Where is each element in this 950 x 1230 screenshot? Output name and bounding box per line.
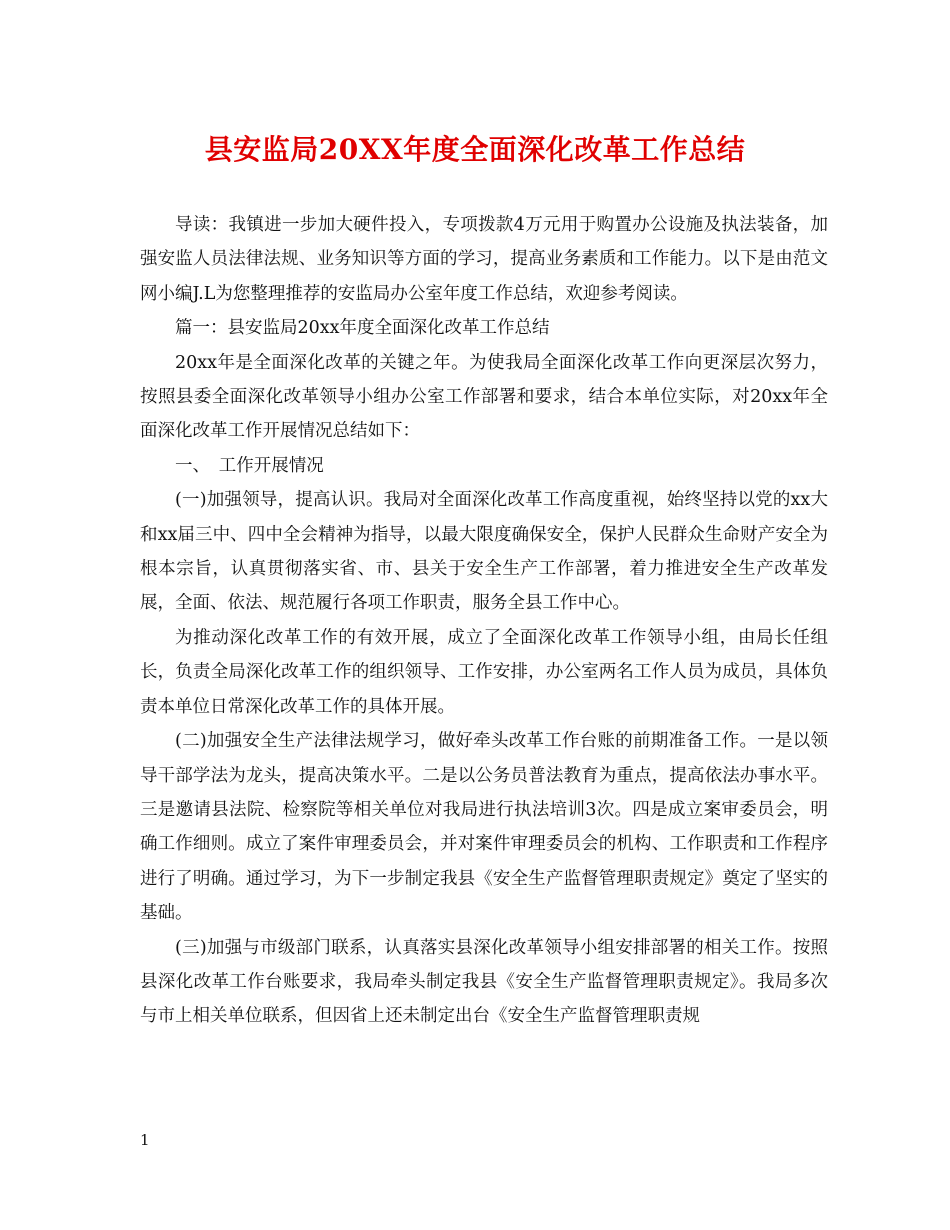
body-paragraph: (一)加强领导，提高认识。我局对全面深化改革工作高度重视，始终坚持以党的xx大和xx届三中、四中全会精神为指导，以最大限度确保安全，保护人民群众生命财产安全为根本宗旨，认真贯彻落实省、市、县关于安全生产工作部署，着力推进安全生产改革发展，全面、依法、规范履行各项工作职责，服务全县工作中心。 [140, 490, 828, 614]
document-body [140, 208, 828, 1034]
subsection-heading: 一、 工作开展情况 [175, 455, 324, 476]
body-paragraph: (二)加强安全生产法律法规学习，做好牵头改革工作台账的前期准备工作。一是以领导干部学法为龙头，提高决策水平。二是以公务员普法教育为重点，提高依法办事水平。三是邀请县法院、检察院等相关单位对我局进行执法培训3次。四是成立案审委员会，明确工作细则。成立了案件审理委员会，并对案件审理委员会的机构、工作职责和工作程序进行了明确。通过学习，为下一步制定我县《安全生产监督管理职责规定》奠定了坚实的基础。 [140, 731, 828, 924]
intro-paragraph: 导读：我镇进一步加大硬件投入，专项拨款4万元用于购置办公设施及执法装备，加强安监人员法律法规、业务知识等方面的学习，提高业务素质和工作能力。以下是由范文网小编J.L为您整理推荐的安监局办公室年度工作总结，欢迎参考阅读。 [140, 215, 828, 304]
document-title: 县安监局20XX年度全面深化改革工作总结 [204, 133, 746, 166]
body-paragraph: 为推动深化改革工作的有效开展，成立了全面深化改革工作领导小组，由局长任组长，负责全局深化改革工作的组织领导、工作安排，办公室两名工作人员为成员，具体负责本单位日常深化改革工作的具体开展。 [140, 627, 828, 717]
body-paragraph: 20xx年是全面深化改革的关键之年。为使我局全面深化改革工作向更深层次努力，按照县委全面深化改革领导小组办公室工作部署和要求，结合本单位实际，对20xx年全面深化改革工作开展情况总结如下： [140, 352, 828, 442]
page-number: 1 [140, 1131, 150, 1149]
section-heading: 篇一：县安监局20xx年度全面深化改革工作总结 [175, 318, 550, 339]
body-paragraph: (三)加强与市级部门联系，认真落实县深化改革领导小组安排部署的相关工作。按照县深化改革工作台账要求，我局牵头制定我县《安全生产监督管理职责规定》。我局多次与市上相关单位联系，但因省上还未制定出台《安全生产监督管理职责规 [140, 937, 828, 1027]
